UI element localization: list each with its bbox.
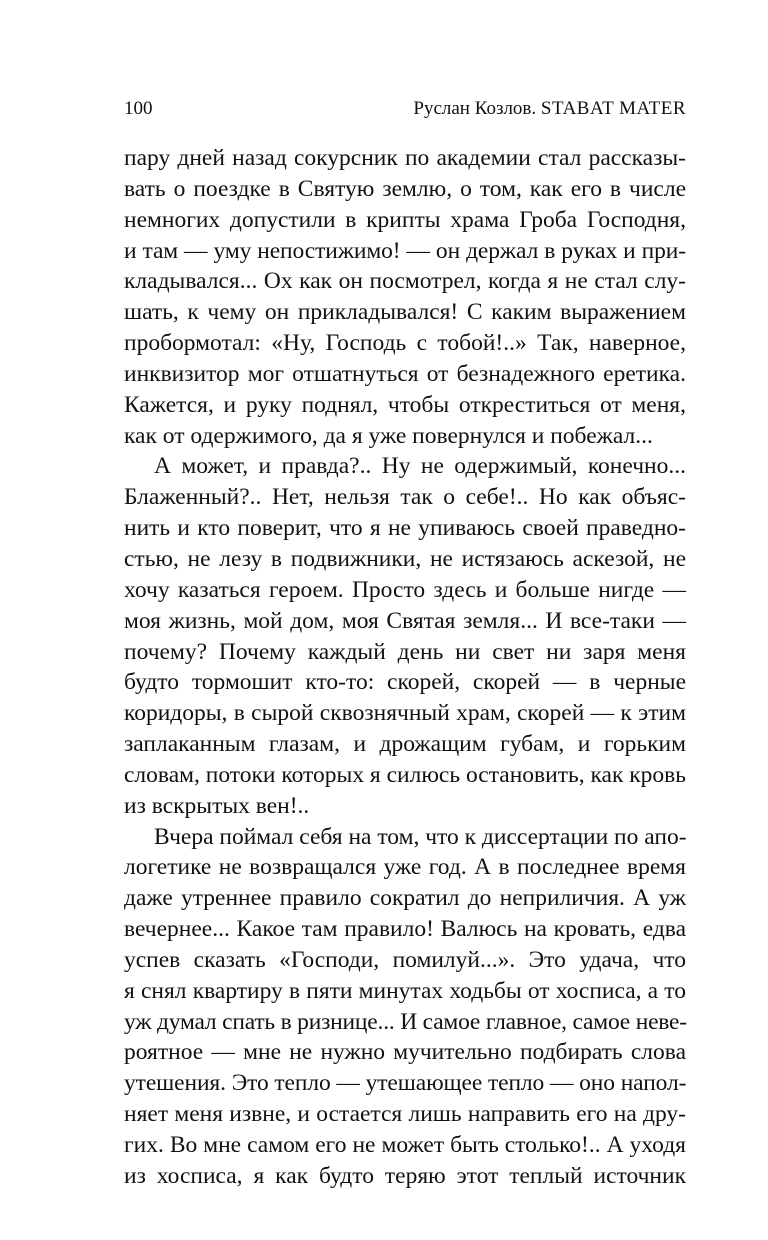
paragraph [124, 451, 686, 821]
text-line: пару дней назад сокурсник по академии стал рассказы- [124, 145, 686, 171]
text-line: даже утреннее правило сократил до неприличия. А уж [124, 885, 686, 912]
text-line: нить и кто поверит, что я не упиваюсь своей праведно- [124, 515, 686, 542]
text-line: пробормотал: «Ну, Господь с тобой!..» Так, наверное, [124, 330, 686, 357]
running-head [413, 96, 686, 122]
text-line: стью, не лезу в подвижники, не истязаюсь аскезой, не [124, 545, 686, 572]
text-line: как от одержимого, да я уже повернулся и побежал... [124, 422, 653, 449]
running-header [124, 96, 686, 122]
text-line: няет меня извне, и остается лишь направить его на дру- [124, 1101, 686, 1128]
text-line: из хосписа, я как будто теряю этот теплый источник [124, 1162, 686, 1189]
text-line: и там — уму непостижимо! — он держал в руках и при- [124, 237, 686, 264]
text-line: инквизитор мог отшатнуться от безнадежного еретика. [124, 360, 686, 387]
text-line: Блаженный?.. Нет, нельзя так о себе!.. Но как объяс- [124, 484, 686, 511]
text-line: будто тормошит кто-то: скорей, скорей — в черные [124, 669, 686, 696]
text-line: уж думал спать в ризнице... И самое главное, самое неве- [124, 1008, 687, 1035]
text-line: заплаканным глазам, и дрожащим губам, и горьким [124, 731, 686, 758]
author-name: Руслан Козлов. [413, 98, 537, 119]
text-line: успев сказать «Господи, помилуй...». Это удача, что [124, 946, 686, 973]
text-line: хочу казаться героем. Просто здесь и больше нигде — [124, 576, 686, 603]
text-line: моя жизнь, мой дом, моя Святая земля... И все-таки — [124, 607, 686, 634]
text-line: почему? Почему каждый день ни свет ни заря меня [124, 638, 686, 665]
text-line: словам, потоки которых я силюсь остановить, как кровь [124, 761, 686, 788]
text-line: гих. Во мне самом его не может быть столько!.. А уходя [124, 1132, 686, 1158]
text-line: шать, к чему он прикладывался! С каким выражением [124, 299, 686, 326]
text-line: коридоры, в сырой сквознячный храм, скорей — к этим [124, 700, 686, 727]
text-line: утешения. Это тепло — утешающее тепло — оно напол- [124, 1070, 687, 1097]
text-line: вать о поездке в Святую землю, о том, как его в числе [124, 175, 686, 202]
text-line: роятное — мне не нужно мучительно подбирать слова [124, 1039, 686, 1066]
text-line: я снял квартиру в пяти минутах ходьбы от хосписа, а то [124, 977, 686, 1004]
page-number: 100 [124, 98, 153, 119]
text-line: Вчера поймал себя на том, что к диссертации по апо- [154, 823, 687, 850]
text-line: вечернее... Какое там правило! Валюсь на кровать, едва [124, 916, 686, 943]
text-line: Кажется, и руку поднял, чтобы откреститься от меня, [124, 391, 686, 418]
text-line: А может, и правда?.. Ну не одержимый, конечно... [154, 453, 686, 480]
body-text [124, 143, 686, 1192]
book-title: STABAT MATER [540, 98, 686, 119]
text-line: из вскрытых вен!.. [124, 792, 310, 819]
text-line: логетике не возвращался уже год. А в последнее время [124, 854, 686, 881]
text-line: кладывался... Ох как он посмотрел, когда я не стал слу- [124, 268, 686, 295]
paragraph [124, 143, 686, 451]
paragraph [124, 822, 686, 1192]
text-line: немногих допустили в крипты храма Гроба Господня, [124, 206, 686, 233]
